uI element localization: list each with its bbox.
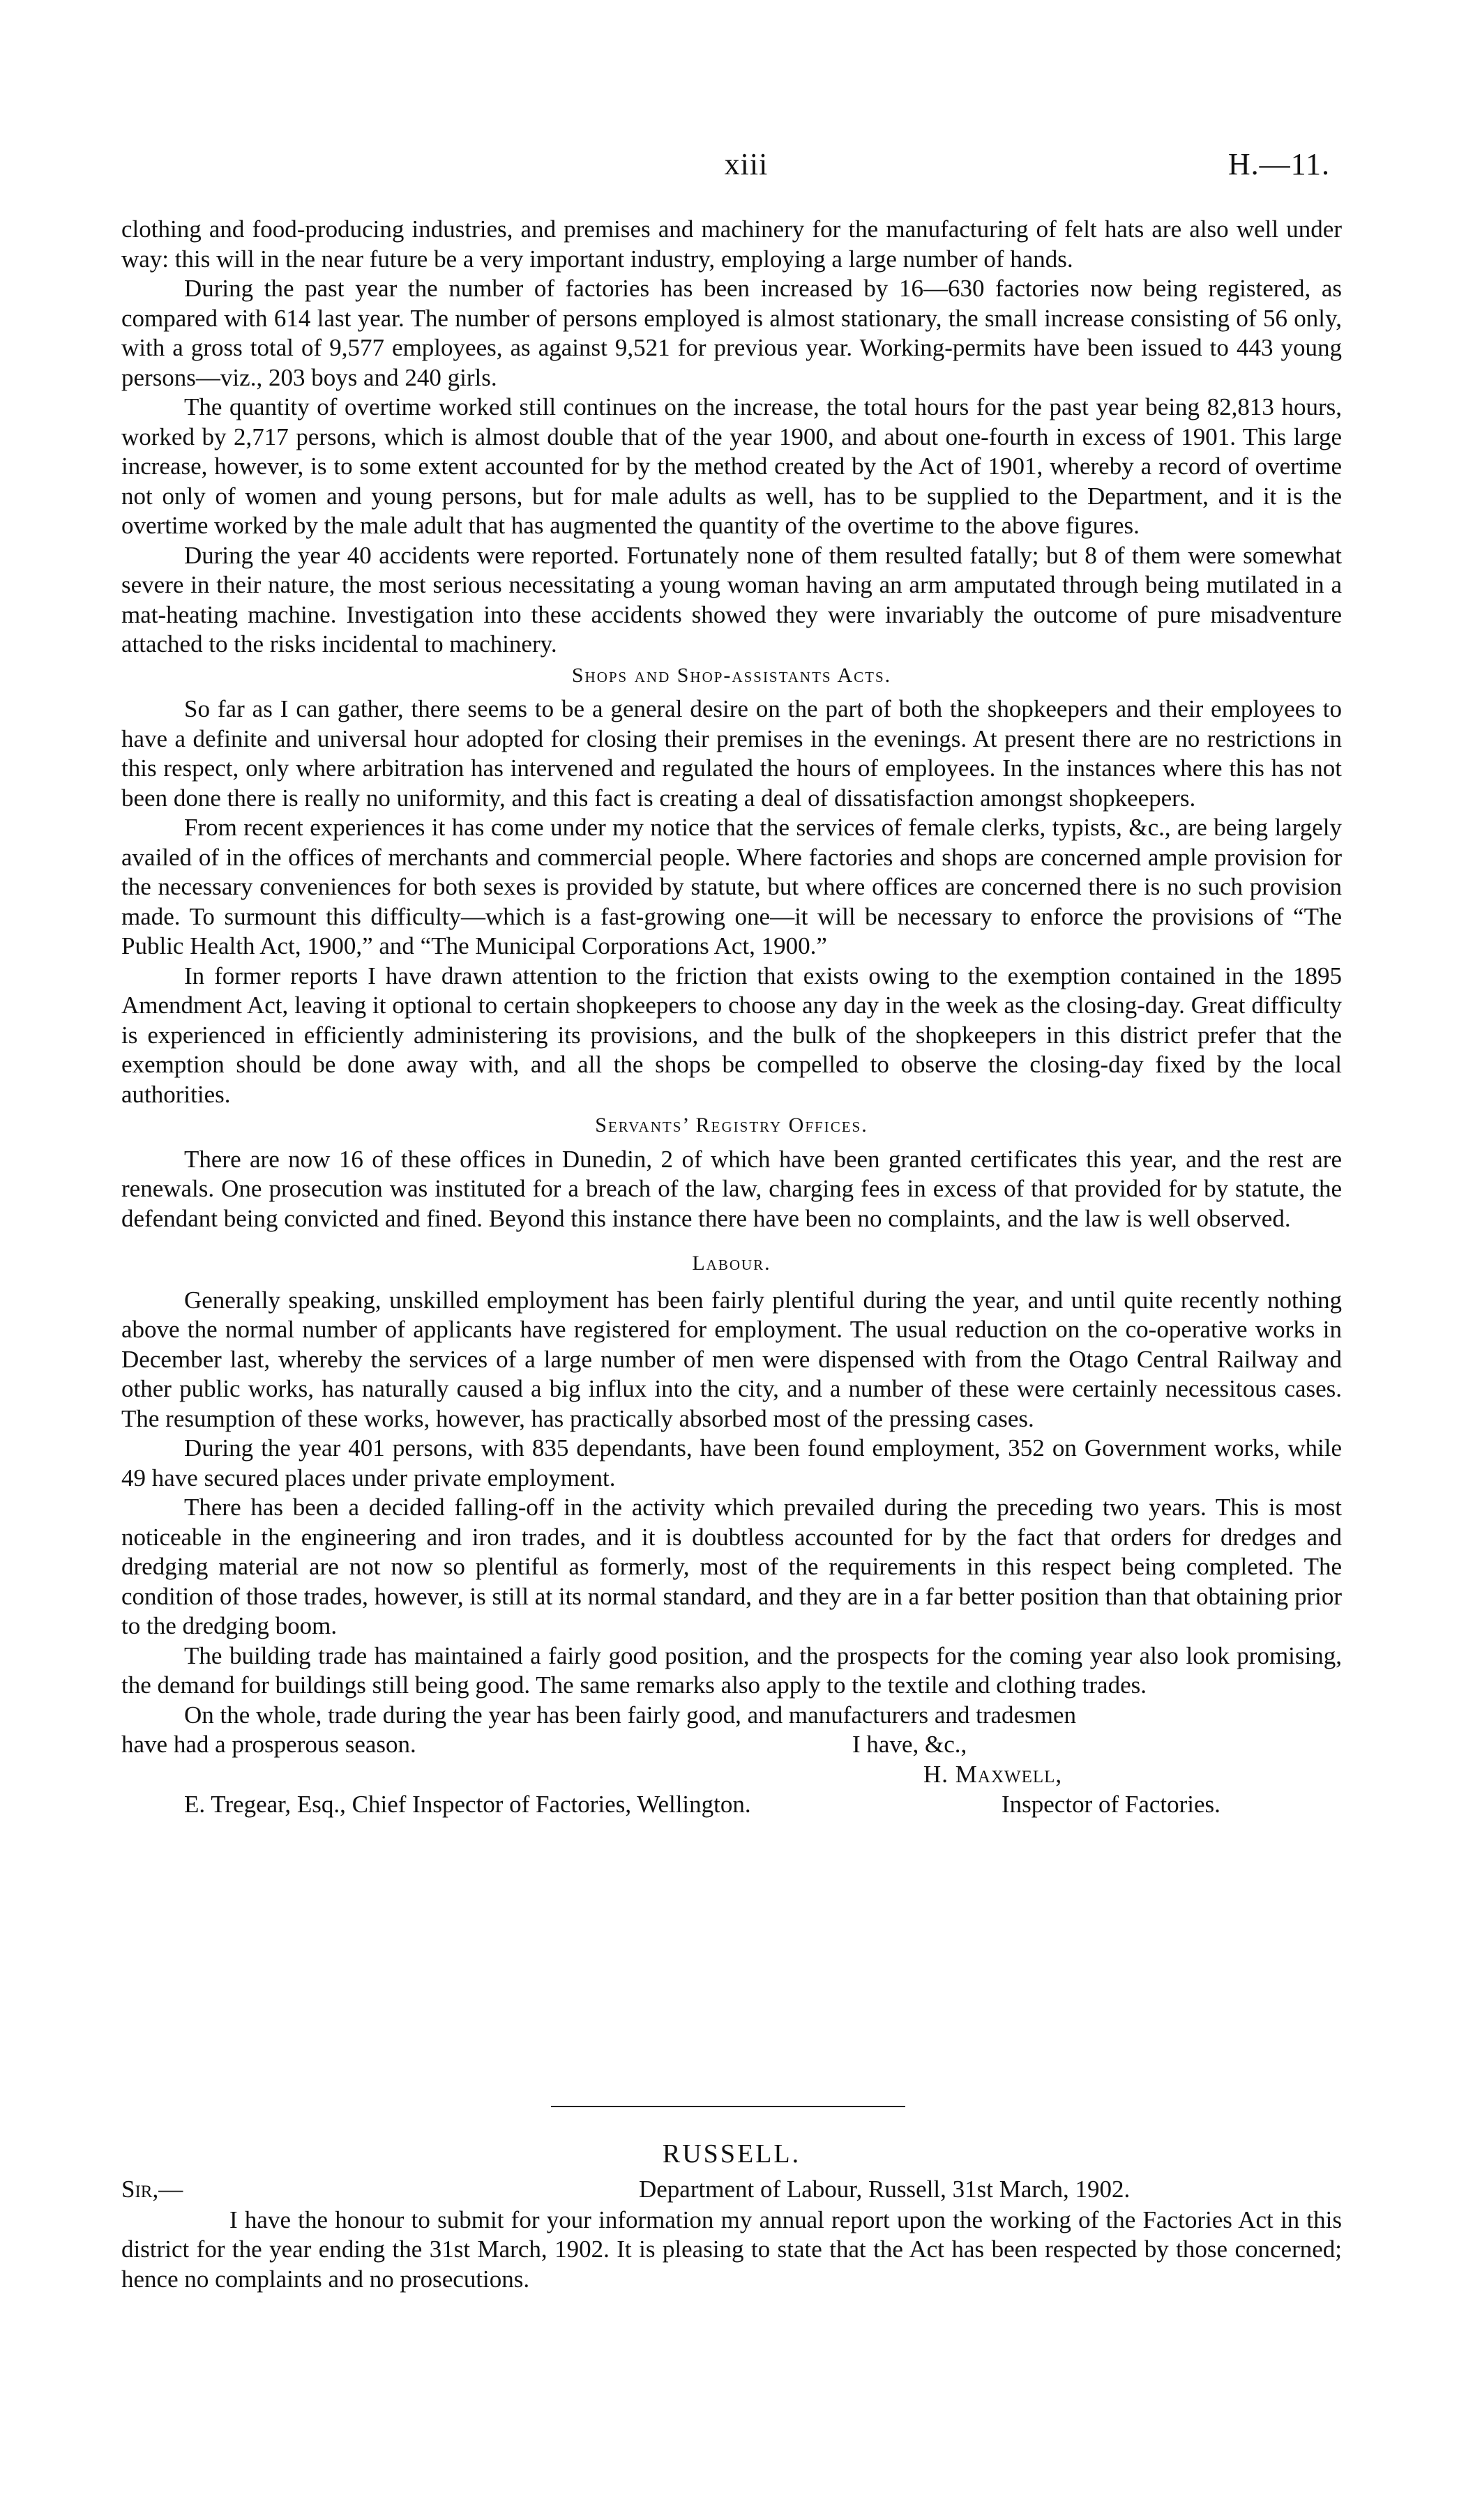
paragraph: clothing and food-producing industries, and premises and machinery for the manufacturing of felt hats are also well under way: this will in the near future be a very important industry, employing a large number of hands. bbox=[121, 215, 1342, 273]
paragraph: During the year 401 persons, with 835 dependants, have been found employment, 352 on Government works, while 49 have secured places under private employment. bbox=[121, 1434, 1342, 1491]
paragraph: There are now 16 of these offices in Dunedin, 2 of which have been granted certificates this year, and the rest are renewals. One prosecution was instituted for a breach of the law, charging fees in excess of that provided for by statute, the defendant being convicted and fined. Beyond this instance there have been no complaints, and the law is well observed. bbox=[121, 1145, 1342, 1232]
section-heading-servants: Servants’ Registry Offices. bbox=[595, 1114, 868, 1137]
closing-sentence: On the whole, trade during the year has been fairly good, and manufacturers and tradesmen bbox=[184, 1701, 1076, 1729]
paragraph: There has been a decided falling-off in the activity which prevailed during the preceding two years. This is most noticeable in the engineering and iron trades, and it is doubtless accounted for by the fact that orders for dredges and dredging material are not now so plentiful as formerly, most of the requirements in this respect being completed. The condition of those trades, however, is still at its normal standard, and they are in a far better position than that obtaining prior to the dredging boom. bbox=[121, 1494, 1342, 1639]
addressee: E. Tregear, Esq., Chief Inspector of Factories, Wellington. bbox=[184, 1790, 751, 1818]
paragraph: I have the honour to submit for your information my annual report upon the working of the Factories Act in this district for the year ending the 31st March, 1902. It is pleasing to state that the Act has been respected by those concerned; hence no complaints and no prosecutions. bbox=[121, 2206, 1342, 2293]
russell-title: RUSSELL. bbox=[662, 2139, 801, 2169]
signer-title: Inspector of Factories. bbox=[1002, 1790, 1221, 1818]
closing-block bbox=[121, 1701, 1342, 1819]
section-heading-shops: Shops and Shop-assistants Acts. bbox=[571, 663, 892, 687]
closing-sentence-end: have had a prosperous season. bbox=[121, 1730, 416, 1758]
page-number: xiii bbox=[724, 147, 769, 181]
salutation-line bbox=[121, 2175, 1342, 2206]
document-reference: H.—11. bbox=[1227, 147, 1330, 181]
paragraph: So far as I can gather, there seems to be a general desire on the part of both the shopkeepers and their employees to have a definite and universal hour adopted for closing their premises in the evenings. At present there are no restrictions in this respect, only where arbitration has intervened and regulated the hours of employees. In the instances where this has not been done there is really no uniformity, and this fact is creating a deal of dissatisfaction amongst shopkeepers. bbox=[121, 695, 1342, 812]
paragraph: From recent experiences it has come under my notice that the services of female clerks, typists, &c., are being largely availed of in the offices of merchants and commercial people. Where factories and shops are concerned ample provision for the necessary conveniences for both sexes is provided by statute, but where offices are concerned there is no such provision made. To surmount this difficulty—which is a fast-growing one—it will be necessary to enforce the provisions of “The Public Health Act, 1900,” and “The Municipal Corporations Act, 1900.” bbox=[121, 814, 1342, 959]
paragraph: During the year 40 accidents were reported. Fortunately none of them resulted fatally; but 8 of them were somewhat severe in their nature, the most serious necessitating a young woman having an arm amputated through being mutilated in a mat-heating machine. Investigation into these accidents showed they were invariably the outcome of pure misadventure attached to the risks incidental to machinery. bbox=[121, 541, 1342, 658]
paragraph: The building trade has maintained a fairly good position, and the prospects for the coming year also look promising, the demand for buildings still being good. The same remarks also apply to the textile and clothing trades. bbox=[121, 1641, 1342, 1699]
dateline: Department of Labour, Russell, 31st March, 1902. bbox=[639, 2175, 1131, 2203]
report-body bbox=[121, 215, 1342, 1819]
salutation: Sir,— bbox=[121, 2175, 183, 2203]
paragraph: In former reports I have drawn attention to the friction that exists owing to the exemption contained in the 1895 Amendment Act, leaving it optional to certain shopkeepers to choose any day in the week as the closing-day. Great difficulty is experienced in efficiently administering its provisions, and the bulk of the shopkeepers in this district prefer that the exemption should be done away with, and all the shops be compelled to observe the closing-day fixed by the local authorities. bbox=[121, 962, 1342, 1108]
paragraph: Generally speaking, unskilled employment has been fairly plentiful during the year, and until quite recently nothing above the normal number of applicants have registered for employment. The usual reduction on the co-operative works in December last, whereby the services of a large number of men were dispensed with from the Otago Central Railway and other public works, has naturally caused a big influx into the city, and a number of these were certainly necessitous cases. The resumption of these works, however, has practically absorbed most of the pressing cases. bbox=[121, 1286, 1342, 1432]
valediction: I have, &c., bbox=[852, 1730, 967, 1758]
signer-name: H. Maxwell, bbox=[923, 1760, 1063, 1788]
russell-report bbox=[121, 2139, 1342, 2294]
paragraph: During the past year the number of factories has been increased by 16—630 factories now being registered, as compared with 614 last year. The number of persons employed is almost stationary, the small increase consisting of 56 only, with a gross total of 9,577 employees, as against 9,521 for previous year. Working-permits have been issued to 443 young persons—viz., 203 boys and 240 girls. bbox=[121, 275, 1342, 391]
paragraph: The quantity of overtime worked still continues on the increase, the total hours for the past year being 82,813 hours, worked by 2,717 persons, which is almost double that of the year 1900, and about one-fourth in excess of 1901. This large increase, however, is to some extent accounted for by the method created by the Act of 1901, whereby a record of overtime not only of women and young persons, but for male adults as well, has to be supplied to the Department, and it is the overtime worked by the male adult that has augmented the quantity of the overtime to the above figures. bbox=[121, 393, 1342, 539]
section-heading-labour: Labour. bbox=[692, 1252, 771, 1275]
section-divider bbox=[551, 2106, 905, 2107]
